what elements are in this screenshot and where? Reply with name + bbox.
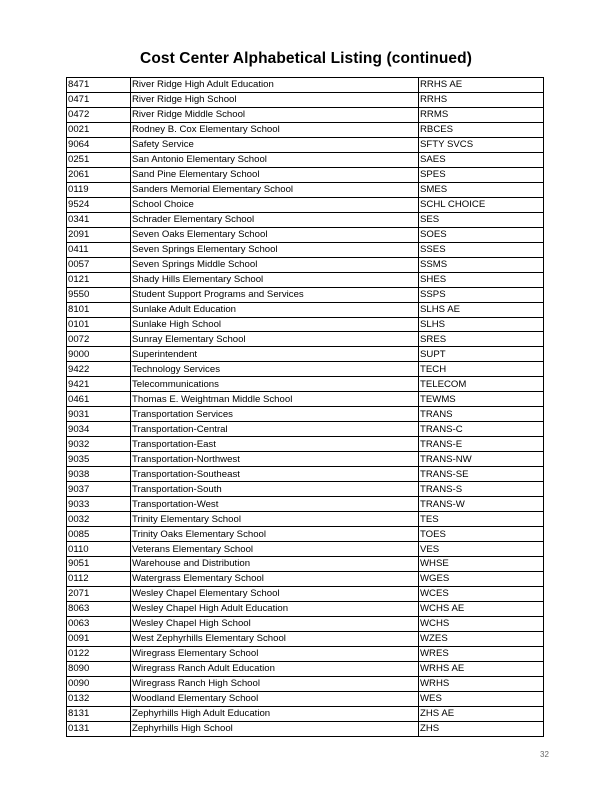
cost-center-name: Wesley Chapel High Adult Education [131, 601, 419, 616]
cost-center-name: Superintendent [131, 347, 419, 362]
cost-center-code: 8101 [67, 302, 131, 317]
cost-center-name: Transportation-West [131, 497, 419, 512]
cost-center-code: 9035 [67, 452, 131, 467]
cost-center-abbreviation: WZES [419, 631, 544, 646]
cost-center-code: 9031 [67, 407, 131, 422]
cost-center-abbreviation: TRANS-C [419, 422, 544, 437]
cost-center-name: Zephyrhills High Adult Education [131, 706, 419, 721]
page-number: 32 [540, 750, 549, 759]
cost-center-name: Seven Springs Elementary School [131, 242, 419, 257]
cost-center-abbreviation: TRANS-SE [419, 467, 544, 482]
cost-center-name: Transportation-East [131, 437, 419, 452]
cost-center-code: 0032 [67, 512, 131, 527]
cost-center-table [66, 77, 544, 737]
cost-center-name: Transportation Services [131, 407, 419, 422]
cost-center-abbreviation: TRANS-W [419, 497, 544, 512]
table-row [67, 616, 544, 631]
table-row [67, 107, 544, 122]
table-row [67, 78, 544, 93]
cost-center-abbreviation: SLHS AE [419, 302, 544, 317]
table-row [67, 257, 544, 272]
cost-center-code: 0057 [67, 257, 131, 272]
cost-center-abbreviation: SCHL CHOICE [419, 197, 544, 212]
cost-center-name: Sanders Memorial Elementary School [131, 182, 419, 197]
table-row [67, 332, 544, 347]
cost-center-abbreviation: WES [419, 691, 544, 706]
cost-center-abbreviation: RRHS [419, 92, 544, 107]
cost-center-abbreviation: TOES [419, 527, 544, 542]
cost-center-code: 0110 [67, 542, 131, 557]
cost-center-abbreviation: TRANS-NW [419, 452, 544, 467]
cost-center-abbreviation: RBCES [419, 122, 544, 137]
cost-center-name: Trinity Elementary School [131, 512, 419, 527]
cost-center-table-body [67, 78, 544, 737]
cost-center-name: Transportation-Northwest [131, 452, 419, 467]
cost-center-code: 0122 [67, 646, 131, 661]
cost-center-abbreviation: SMES [419, 182, 544, 197]
cost-center-abbreviation: TELECOM [419, 377, 544, 392]
cost-center-abbreviation: SPES [419, 167, 544, 182]
cost-center-code: 2091 [67, 227, 131, 242]
table-row [67, 497, 544, 512]
cost-center-code: 8090 [67, 661, 131, 676]
cost-center-name: Transportation-Southeast [131, 467, 419, 482]
table-row [67, 527, 544, 542]
cost-center-code: 9037 [67, 482, 131, 497]
cost-center-name: River Ridge High Adult Education [131, 78, 419, 93]
cost-center-name: West Zephyrhills Elementary School [131, 631, 419, 646]
cost-center-name: Zephyrhills High School [131, 721, 419, 736]
table-row [67, 392, 544, 407]
cost-center-abbreviation: SOES [419, 227, 544, 242]
table-row [67, 122, 544, 137]
table-row [67, 407, 544, 422]
cost-center-abbreviation: TEWMS [419, 392, 544, 407]
cost-center-name: Wiregrass Ranch Adult Education [131, 661, 419, 676]
table-row [67, 287, 544, 302]
cost-center-name: Sand Pine Elementary School [131, 167, 419, 182]
cost-center-name: Veterans Elementary School [131, 542, 419, 557]
cost-center-abbreviation: WCHS AE [419, 601, 544, 616]
cost-center-code: 9032 [67, 437, 131, 452]
cost-center-name: Wesley Chapel High School [131, 616, 419, 631]
cost-center-code: 0101 [67, 317, 131, 332]
cost-center-abbreviation: TRANS [419, 407, 544, 422]
cost-center-code: 0131 [67, 721, 131, 736]
cost-center-code: 0090 [67, 676, 131, 691]
cost-center-name: Sunlake Adult Education [131, 302, 419, 317]
table-row [67, 676, 544, 691]
cost-center-name: Thomas E. Weightman Middle School [131, 392, 419, 407]
cost-center-name: Wesley Chapel Elementary School [131, 586, 419, 601]
table-row [67, 452, 544, 467]
cost-center-code: 2071 [67, 586, 131, 601]
cost-center-name: San Antonio Elementary School [131, 152, 419, 167]
cost-center-name: Shady Hills Elementary School [131, 272, 419, 287]
table-row [67, 347, 544, 362]
cost-center-abbreviation: WHSE [419, 557, 544, 572]
cost-center-code: 0341 [67, 212, 131, 227]
table-row [67, 557, 544, 572]
cost-center-name: Schrader Elementary School [131, 212, 419, 227]
cost-center-abbreviation: WRES [419, 646, 544, 661]
cost-center-code: 9051 [67, 557, 131, 572]
table-row [67, 362, 544, 377]
table-row [67, 691, 544, 706]
cost-center-code: 9033 [67, 497, 131, 512]
cost-center-name: Telecommunications [131, 377, 419, 392]
cost-center-abbreviation: WCES [419, 586, 544, 601]
table-row [67, 377, 544, 392]
cost-center-abbreviation: TRANS-E [419, 437, 544, 452]
table-row [67, 571, 544, 586]
table-row [67, 482, 544, 497]
cost-center-abbreviation: SFTY SVCS [419, 137, 544, 152]
cost-center-code: 0112 [67, 571, 131, 586]
table-row [67, 542, 544, 557]
cost-center-name: Wiregrass Ranch High School [131, 676, 419, 691]
cost-center-code: 0251 [67, 152, 131, 167]
cost-center-abbreviation: TES [419, 512, 544, 527]
table-row [67, 167, 544, 182]
cost-center-abbreviation: SAES [419, 152, 544, 167]
table-row [67, 182, 544, 197]
cost-center-code: 0072 [67, 332, 131, 347]
cost-center-name: Watergrass Elementary School [131, 571, 419, 586]
cost-center-abbreviation: SES [419, 212, 544, 227]
cost-center-code: 9064 [67, 137, 131, 152]
table-row [67, 601, 544, 616]
cost-center-name: Wiregrass Elementary School [131, 646, 419, 661]
cost-center-name: Student Support Programs and Services [131, 287, 419, 302]
table-row [67, 706, 544, 721]
cost-center-code: 0091 [67, 631, 131, 646]
cost-center-abbreviation: RRHS AE [419, 78, 544, 93]
cost-center-abbreviation: SLHS [419, 317, 544, 332]
cost-center-code: 9421 [67, 377, 131, 392]
table-row [67, 197, 544, 212]
cost-center-abbreviation: SRES [419, 332, 544, 347]
cost-center-code: 9550 [67, 287, 131, 302]
table-row [67, 212, 544, 227]
cost-center-name: Woodland Elementary School [131, 691, 419, 706]
cost-center-code: 0472 [67, 107, 131, 122]
cost-center-abbreviation: ZHS AE [419, 706, 544, 721]
cost-center-abbreviation: WCHS [419, 616, 544, 631]
table-row [67, 137, 544, 152]
table-row [67, 152, 544, 167]
cost-center-name: Seven Oaks Elementary School [131, 227, 419, 242]
cost-center-abbreviation: RRMS [419, 107, 544, 122]
cost-center-name: Sunlake High School [131, 317, 419, 332]
table-row [67, 437, 544, 452]
cost-center-code: 0121 [67, 272, 131, 287]
table-row [67, 227, 544, 242]
cost-center-name: Warehouse and Distribution [131, 557, 419, 572]
cost-center-code: 0119 [67, 182, 131, 197]
cost-center-name: River Ridge High School [131, 92, 419, 107]
cost-center-code: 9034 [67, 422, 131, 437]
cost-center-code: 0411 [67, 242, 131, 257]
table-row [67, 721, 544, 736]
table-row [67, 92, 544, 107]
cost-center-abbreviation: SHES [419, 272, 544, 287]
table-row [67, 646, 544, 661]
cost-center-code: 0085 [67, 527, 131, 542]
table-row [67, 467, 544, 482]
cost-center-name: Safety Service [131, 137, 419, 152]
cost-center-abbreviation: SUPT [419, 347, 544, 362]
cost-center-name: Technology Services [131, 362, 419, 377]
cost-center-abbreviation: WRHS [419, 676, 544, 691]
table-row [67, 422, 544, 437]
table-row [67, 242, 544, 257]
table-row [67, 512, 544, 527]
cost-center-code: 0132 [67, 691, 131, 706]
cost-center-code: 0461 [67, 392, 131, 407]
cost-center-code: 9038 [67, 467, 131, 482]
cost-center-name: River Ridge Middle School [131, 107, 419, 122]
cost-center-abbreviation: TECH [419, 362, 544, 377]
cost-center-abbreviation: WRHS AE [419, 661, 544, 676]
table-row [67, 272, 544, 287]
table-row [67, 631, 544, 646]
cost-center-name: School Choice [131, 197, 419, 212]
table-row [67, 317, 544, 332]
cost-center-name: Transportation-South [131, 482, 419, 497]
table-row [67, 586, 544, 601]
cost-center-name: Sunray Elementary School [131, 332, 419, 347]
cost-center-abbreviation: SSPS [419, 287, 544, 302]
cost-center-abbreviation: VES [419, 542, 544, 557]
cost-center-code: 8471 [67, 78, 131, 93]
table-row [67, 302, 544, 317]
cost-center-code: 8131 [67, 706, 131, 721]
cost-center-name: Seven Springs Middle School [131, 257, 419, 272]
table-row [67, 661, 544, 676]
cost-center-code: 0063 [67, 616, 131, 631]
cost-center-abbreviation: TRANS-S [419, 482, 544, 497]
cost-center-abbreviation: WGES [419, 571, 544, 586]
cost-center-code: 8063 [67, 601, 131, 616]
cost-center-name: Transportation-Central [131, 422, 419, 437]
cost-center-name: Rodney B. Cox Elementary School [131, 122, 419, 137]
cost-center-abbreviation: ZHS [419, 721, 544, 736]
cost-center-code: 9000 [67, 347, 131, 362]
cost-center-name: Trinity Oaks Elementary School [131, 527, 419, 542]
cost-center-abbreviation: SSMS [419, 257, 544, 272]
cost-center-abbreviation: SSES [419, 242, 544, 257]
cost-center-code: 2061 [67, 167, 131, 182]
cost-center-code: 9524 [67, 197, 131, 212]
cost-center-code: 0471 [67, 92, 131, 107]
cost-center-code: 9422 [67, 362, 131, 377]
cost-center-code: 0021 [67, 122, 131, 137]
page-title: Cost Center Alphabetical Listing (continued) [140, 50, 472, 67]
